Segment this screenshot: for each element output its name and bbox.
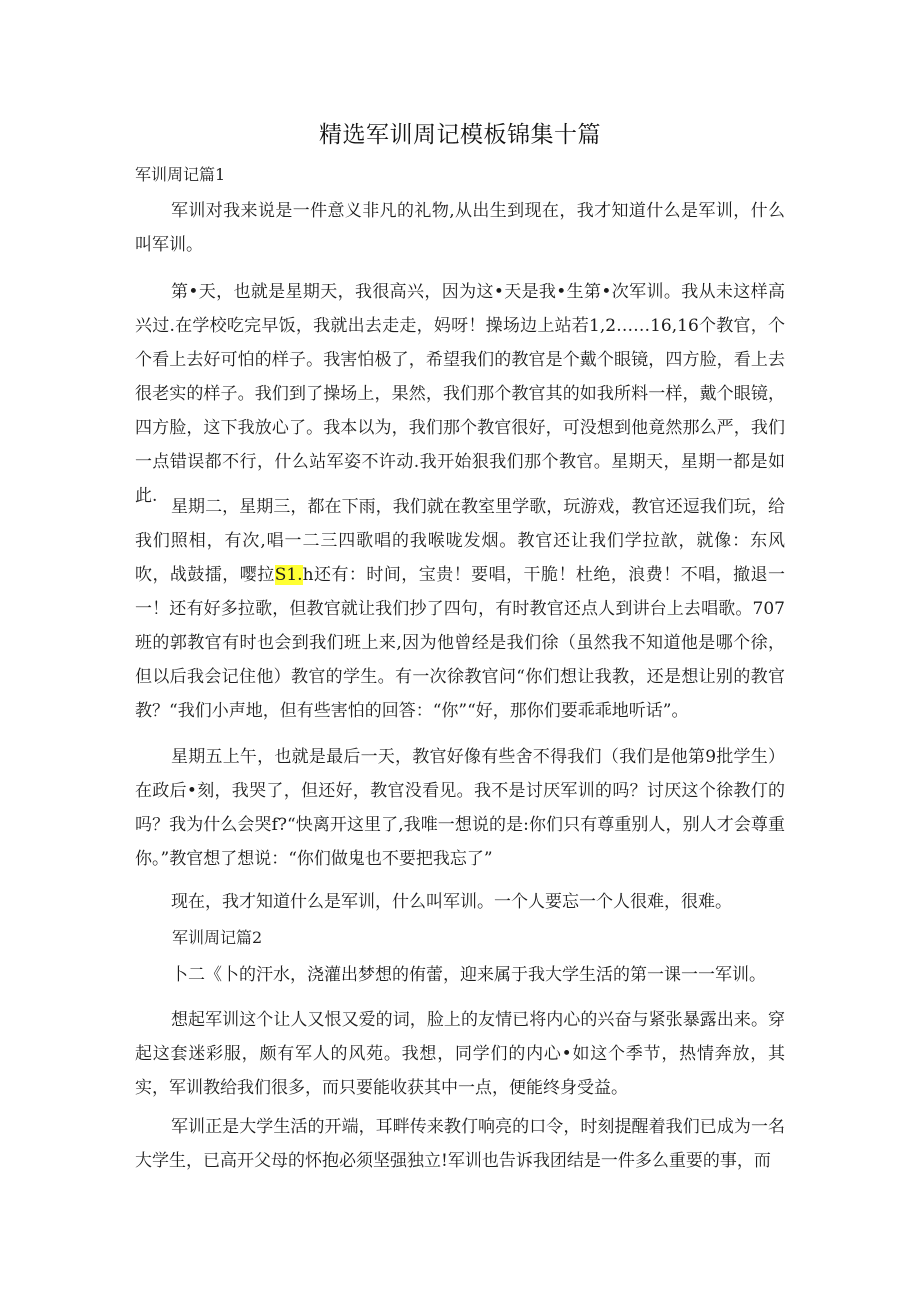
document-title: 精选军训周记模板锦集十篇	[319, 122, 601, 148]
paragraph: 想起军训这个让人又恨又爱的词，脸上的友情已将内心的兴奋与紧张暴露出来。穿起这套迷彩服，颇有军人的风苑。我想，同学们的内心•如这个季节，热情奔放，其实，军训教给我们很多，而只要能收获其中一点，便能终身受益。	[135, 1010, 785, 1098]
paragraph: 军训对我来说是一件意义非凡的礼物,从出生到现在，我才知道什么是军训，什么叫军训。	[135, 201, 785, 255]
paragraph: 第•天，也就是星期天，我很高兴，因为这•天是我•生第•次军训。我从未这样高兴过.在学校吃完早饭，我就出去走走，妈呀！操场边上站若1,2……16,16个教官，个个看上去好可怕的样子。我害怕极了，希望我们的教官是个戴个眼镜，四方脸，看上去很老实的样子。我们到了操场上，果然，我们那个教官其的如我所料一样，戴个眼镜，四方脸，这下我放心了。我本以为，我们那个教官很好，可没想到他竟然那么严，我们一点错误都不行，什么站军姿不许动.我开始狠我们那个教官。星期天，星期一都是如此.	[135, 282, 785, 506]
paragraph: 现在，我才知道什么是军训，什么叫军训。一个人要忘一个人很难，很难。	[171, 892, 732, 912]
paragraph: 军训正是大学生活的开端，耳畔传来教仃响亮的口令，时刻提醒着我们已成为一名大学生，已高开父母的怀抱必须坚强独立!军训也告诉我团结是一件多么重要的事，而	[135, 1117, 785, 1171]
paragraph: 星期五上午，也就是最后一天，教官好像有些舍不得我们（我们是他第9批学生）在政后•刻，我哭了，但还好，教官没看见。我不是讨厌军训的吗？讨厌这个徐教仃的吗？我为什么会哭f?“快离开这里了,我唯一想说的是:你们只有尊重别人，别人才会尊重你。”教官想了想说：“你们做鬼也不要把我忘了”	[135, 747, 785, 869]
highlighted-text: S1.	[274, 565, 303, 585]
paragraph: 卜二《卜的汗水，浇灌出梦想的侑蕾，迎来属于我大学生活的第一课一一军训。	[171, 965, 766, 985]
paragraph-with-highlight	[135, 490, 785, 728]
paragraph-text-after-highlight: h还有：时间，宝贵！要唱，干脆！杜绝，浪费！不唱，撤退一一！还有好多拉歌，但教官就让我们抄了四句，有时教官还点人到讲台上去唱歌。707班的郭教官有时也会到我们班上来,因为他曾经是我们徐（虽然我不知道他是哪个徐，但以后我会记住他）教官的学生。有一次徐教官问“你们想让我教，还是想让别的教官教？“我们小声地，但有些害怕的回答：“你”“好，那你们要乖乖地听话”。	[135, 565, 786, 721]
section-heading-2: 军训周记篇2	[172, 928, 263, 947]
paragraph-text-before-highlight: 星期二，星期三，都在下雨，我们就在教室里学歌，玩游戏，教官还逗我们玩，给我们照相，有次,唱一二三四歌唱的我喉咙发烟。教官还让我们学拉歆，就像：东风吹，战鼓擂，嘤拉	[135, 497, 785, 585]
section-heading-1: 军训周记篇1	[135, 165, 226, 184]
